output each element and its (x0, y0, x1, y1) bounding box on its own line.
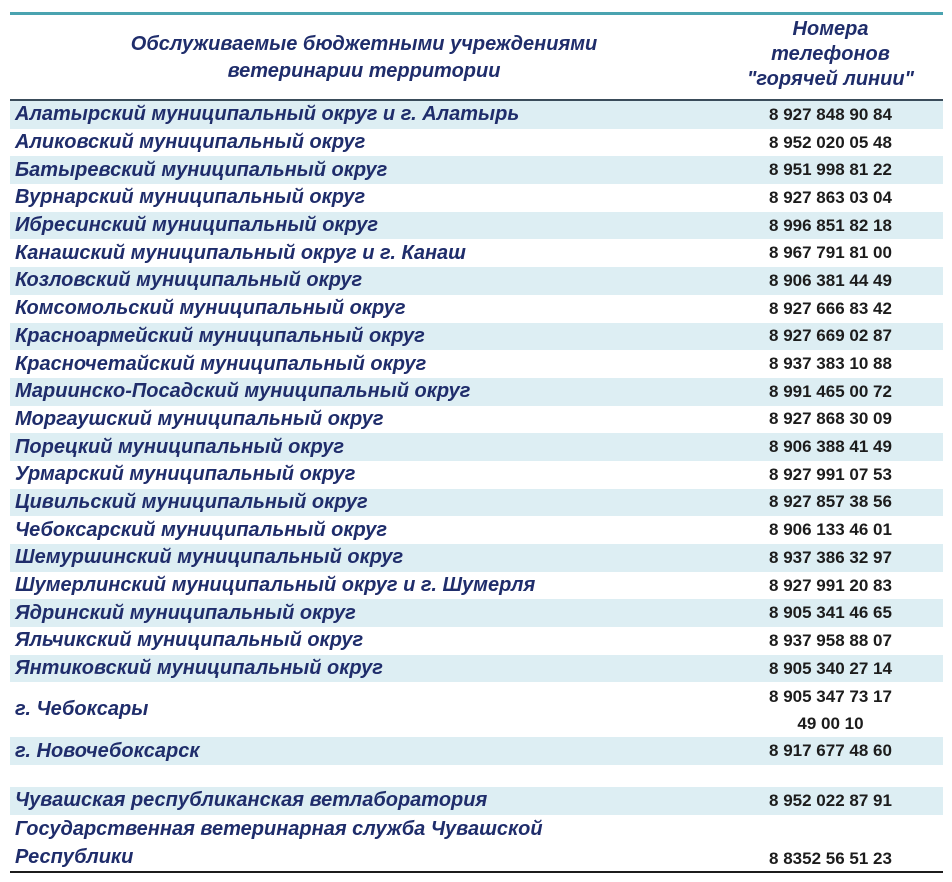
territory-name: Ядринский муниципальный округ (15, 601, 356, 624)
phone-number: 8 952 020 05 48 (769, 132, 892, 152)
territory-name: Аликовский муниципальный округ (15, 131, 366, 154)
phone-number: 8 937 383 10 88 (769, 354, 892, 374)
territory-name: Шумерлинский муниципальный округ и г. Шумерля (15, 574, 536, 597)
table-row (10, 184, 943, 212)
territory-name: Моргаушский муниципальный округ (15, 407, 384, 430)
table-row (10, 212, 943, 240)
territory-column-header: Обслуживаемые бюджетными учреждениями ветеринарии территории (130, 33, 598, 82)
table-row (10, 101, 943, 129)
territory-name: Комсомольский муниципальный округ (15, 297, 406, 320)
table-row (10, 599, 943, 627)
territory-name: Красноармейский муниципальный округ (15, 324, 425, 347)
phone-number: 8 8352 56 51 23 (769, 848, 892, 868)
phone-number: 8 905 347 73 17 49 00 10 (769, 686, 892, 733)
phone-column-header: Номера телефонов "горячей линии" (746, 18, 915, 90)
territory-name: Государственная ветеринарная служба Чувашской Республики (15, 817, 543, 868)
phone-number: 8 996 851 82 18 (769, 215, 892, 235)
table-header (10, 15, 943, 99)
table-row (10, 461, 943, 489)
bottom-rule (10, 871, 943, 873)
territory-name: Порецкий муниципальный округ (15, 435, 345, 458)
table-row-cheboksary (10, 682, 943, 737)
territory-name: Чебоксарский муниципальный округ (15, 518, 388, 541)
territory-name: г. Чебоксары (15, 698, 149, 721)
territory-name: Вурнарский муниципальный округ (15, 186, 366, 209)
phone-number: 8 991 465 00 72 (769, 381, 892, 401)
territory-name: Батыревский муниципальный округ (15, 158, 388, 181)
phone-number: 8 952 022 87 91 (769, 790, 892, 810)
territory-name: Шемуршинский муниципальный округ (15, 546, 404, 569)
phone-number: 8 927 848 90 84 (769, 104, 892, 124)
phone-number: 8 905 340 27 14 (769, 658, 892, 678)
table-row-state-service (10, 815, 943, 871)
table-row (10, 295, 943, 323)
table-row (10, 406, 943, 434)
territory-name: Алатырский муниципальный округ и г. Алатырь (15, 103, 520, 126)
territory-name: г. Новочебоксарск (15, 739, 200, 762)
table-row (10, 572, 943, 600)
phone-number: 8 906 388 41 49 (769, 437, 892, 457)
table-row (10, 129, 943, 157)
table-row-vetlab (10, 787, 943, 815)
table-row (10, 267, 943, 295)
table-row (10, 239, 943, 267)
phone-number: 8 906 381 44 49 (769, 270, 892, 290)
table-row (10, 378, 943, 406)
phone-number: 8 967 791 81 00 (769, 243, 892, 263)
table-row (10, 516, 943, 544)
territory-name: Ибресинский муниципальный округ (15, 214, 379, 237)
table-row (10, 433, 943, 461)
table-row (10, 323, 943, 351)
territory-name: Мариинско-Посадский муниципальный округ (15, 380, 471, 403)
phone-number: 8 927 857 38 56 (769, 492, 892, 512)
phone-number: 8 927 991 20 83 (769, 575, 892, 595)
territory-name: Козловский муниципальный округ (15, 269, 363, 292)
territory-name: Чувашская республиканская ветлаборатория (15, 789, 488, 812)
table-row (10, 156, 943, 184)
phone-number: 8 927 666 83 42 (769, 298, 892, 318)
phone-number: 8 906 133 46 01 (769, 520, 892, 540)
territory-name: Цивильский муниципальный округ (15, 490, 368, 513)
table-row (10, 655, 943, 683)
phone-number: 8 937 958 88 07 (769, 630, 892, 650)
table-row (10, 350, 943, 378)
territory-name: Канашский муниципальный округ и г. Канаш (15, 241, 466, 264)
phone-number: 8 927 868 30 09 (769, 409, 892, 429)
phone-number: 8 917 677 48 60 (769, 741, 892, 761)
phone-number: 8 927 669 02 87 (769, 326, 892, 346)
district-rows (10, 101, 943, 682)
table-row (10, 489, 943, 517)
phone-number: 8 905 341 46 65 (769, 603, 892, 623)
spacer-row (10, 765, 943, 787)
table-row (10, 627, 943, 655)
phone-number: 8 927 863 03 04 (769, 187, 892, 207)
phone-number: 8 951 998 81 22 (769, 160, 892, 180)
territory-name: Урмарский муниципальный округ (15, 463, 356, 486)
table-row-novocheboksarsk (10, 737, 943, 765)
phone-number: 8 937 386 32 97 (769, 547, 892, 567)
territory-name: Яльчикский муниципальный округ (15, 629, 364, 652)
territory-name: Янтиковский муниципальный округ (15, 657, 383, 680)
phone-number: 8 927 991 07 53 (769, 464, 892, 484)
table-row (10, 544, 943, 572)
territory-name: Красночетайский муниципальный округ (15, 352, 427, 375)
hotline-table (10, 12, 943, 873)
